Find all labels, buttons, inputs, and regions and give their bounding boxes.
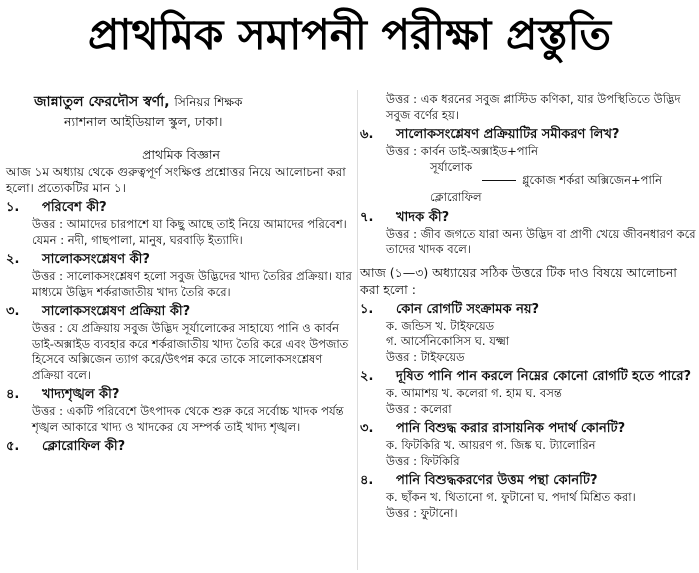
answer-text: উত্তর : এক ধরনের সবুজ প্লাস্টিড কণিকা, যার উপস্থিতিতে উদ্ভিদ সবুজ বর্ণের হয়।	[386, 92, 681, 122]
answer-text: উত্তর : কার্বন ডাই-অক্সাইড+পানি	[386, 144, 539, 158]
question	[6, 438, 356, 456]
column-divider	[357, 90, 358, 570]
mcq-question	[360, 420, 697, 438]
question-number: ৫.	[6, 439, 20, 454]
question	[6, 303, 356, 321]
question	[360, 209, 697, 227]
right-column	[360, 92, 697, 521]
question	[6, 386, 356, 404]
question-number: ৬.	[360, 127, 374, 142]
question	[6, 199, 356, 217]
answer-text: উত্তর : ফুটানো।	[386, 505, 458, 520]
question-number: ৪.	[360, 473, 374, 488]
question-number: ১.	[6, 200, 20, 215]
question-text: কোন রোগটি সংক্রামক নয়?	[396, 301, 540, 317]
mcq-options: ক. জন্ডিস খ. টাইফয়েড	[386, 318, 495, 333]
question-text: দূষিত পানি পান করলে নিম্নের কোনো রোগটি হতে পারে?	[396, 369, 692, 384]
left-column	[6, 92, 356, 456]
answer-text: উত্তর : ফিটকিরি	[386, 453, 460, 468]
mcq-options: ক. ফিটকিরি খ. আয়রণ গ. জিঙ্ক ঘ. ট্যালোরিন	[386, 438, 596, 452]
answer-text: উত্তর : কলেরা	[386, 401, 452, 416]
author-line	[6, 92, 356, 112]
equation-condition-top: সূর্যালোক	[430, 159, 473, 174]
question-number: ৩.	[6, 304, 20, 319]
answer-text: উত্তর : আমাদের চারপাশে যা কিছু আছে তাই নিয়ে আমাদের পরিবেশ। যেমন : নদী, গাছপালা, মানুষ, ঘরবাড়ি ইত্যাদি।	[32, 217, 347, 247]
author-name: জান্নাতুল ফেরদৌস স্বর্ণা,	[34, 94, 170, 110]
mcq-options: ক. ছাঁকন খ. থিতানো গ. ফুটানো ঘ. পদার্থ মিশ্রিত করা।	[386, 490, 636, 504]
mcq-question	[360, 368, 697, 386]
question-number: ৭.	[360, 209, 374, 225]
equation-product: গ্লুকোজ শর্করা অক্সিজেন+পানি	[522, 172, 662, 187]
answer-text: উত্তর : সালোকসংশ্লেষণ হলো সবুজ উদ্ভিদের খাদ্য তৈরির প্রক্রিয়া। যার মাধ্যমে উদ্ভিদ শর্করাজাতীয় খাদ্য তৈরি করে।	[32, 269, 352, 299]
answer-text: উত্তর : টাইফয়েড	[386, 349, 465, 364]
question-text: খাদক কী?	[396, 209, 450, 225]
subject-title: প্রাথমিক বিজ্ঞান	[142, 147, 220, 162]
equation	[360, 160, 697, 206]
equation-arrow	[482, 180, 516, 181]
mcq-options: ক. আমাশয় খ. কলেরা গ. হাম ঘ. বসন্ত	[386, 386, 562, 400]
question-number: ২.	[6, 252, 20, 267]
mcq-intro: আজ (১—৩) অধ্যায়ের সঠিক উত্তরে টিক দাও বিষয়ে আলোচনা করা হলো :	[360, 264, 677, 297]
question-number: ৪.	[6, 387, 20, 402]
equation-condition-bottom: ক্লোরোফিল	[430, 189, 482, 204]
question-text: সালোকসংশ্লেষণ প্রক্রিয়াটির সমীকরণ লিখ?	[396, 127, 620, 142]
question-number: ৩.	[360, 421, 374, 436]
answer-text: উত্তর : যে প্রক্রিয়ায় সবুজ উদ্ভিদ সূর্যালোকের সাহায্যে পানি ও কার্বন ডাই-অক্সাইড ব্যবহার করে শর্করাজাতীয় খাদ্য তৈরি করে এবং উপজাত হিসেবে অক্সিজেন ত্যাগ করে/উৎপন্ন করে তাকে সালোকসংশ্লেষণ প্রক্রিয়া বলে।	[32, 321, 349, 382]
author-role: সিনিয়র শিক্ষক	[174, 95, 243, 109]
question-text: ক্লোরোফিল কী?	[42, 439, 126, 454]
answer-text: উত্তর : একটি পরিবেশে উৎপাদক থেকে শুরু করে সর্বোচ্চ খাদক পর্যন্ত শৃঙ্খল আকারে খাদ্য ও খাদকের যে সম্পর্ক তাই খাদ্য শৃঙ্খল।	[32, 404, 344, 434]
question-text: সালোকসংশ্লেষণ প্রক্রিয়া কী?	[42, 304, 191, 319]
question	[360, 126, 697, 144]
question	[6, 251, 356, 269]
question-number: ২.	[360, 369, 374, 384]
mcq-question	[360, 301, 697, 319]
question-number: ১.	[360, 301, 374, 317]
question-text: পানি বিশুদ্ধকরণের উত্তম পন্থা কোনটি?	[396, 473, 598, 488]
question-text: খাদ্যশৃঙ্খল কী?	[42, 387, 120, 402]
mcq-options: গ. আর্সেনিকোসিস ঘ. যক্ষ্মা	[386, 334, 510, 348]
headline: প্রাথমিক সমাপনী পরীক্ষা প্রস্তুতি	[87, 10, 612, 59]
intro-text: আজ ১ম অধ্যায় থেকে গুরুত্বপূর্ণ সংক্ষিপ্ত প্রশ্নোত্তর নিয়ে আলোচনা করা হলো। প্রত্যেকটির মান ১।	[6, 165, 346, 195]
answer-text: উত্তর : জীব জগতে যারা অন্য উদ্ভিদ বা প্রাণী খেয়ে জীবনধারণ করে তাদের খাদক বলে।	[386, 226, 696, 256]
mcq-question	[360, 472, 697, 490]
school-name: ন্যাশনাল আইডিয়াল স্কুল, ঢাকা।	[64, 114, 223, 129]
question-text: সালোকসংশ্লেষণ কী?	[42, 252, 150, 267]
question-text: পানি বিশুদ্ধ করার রাসায়নিক পদার্থ কোনটি?	[396, 421, 626, 436]
question-text: পরিবেশ কী?	[42, 200, 107, 215]
